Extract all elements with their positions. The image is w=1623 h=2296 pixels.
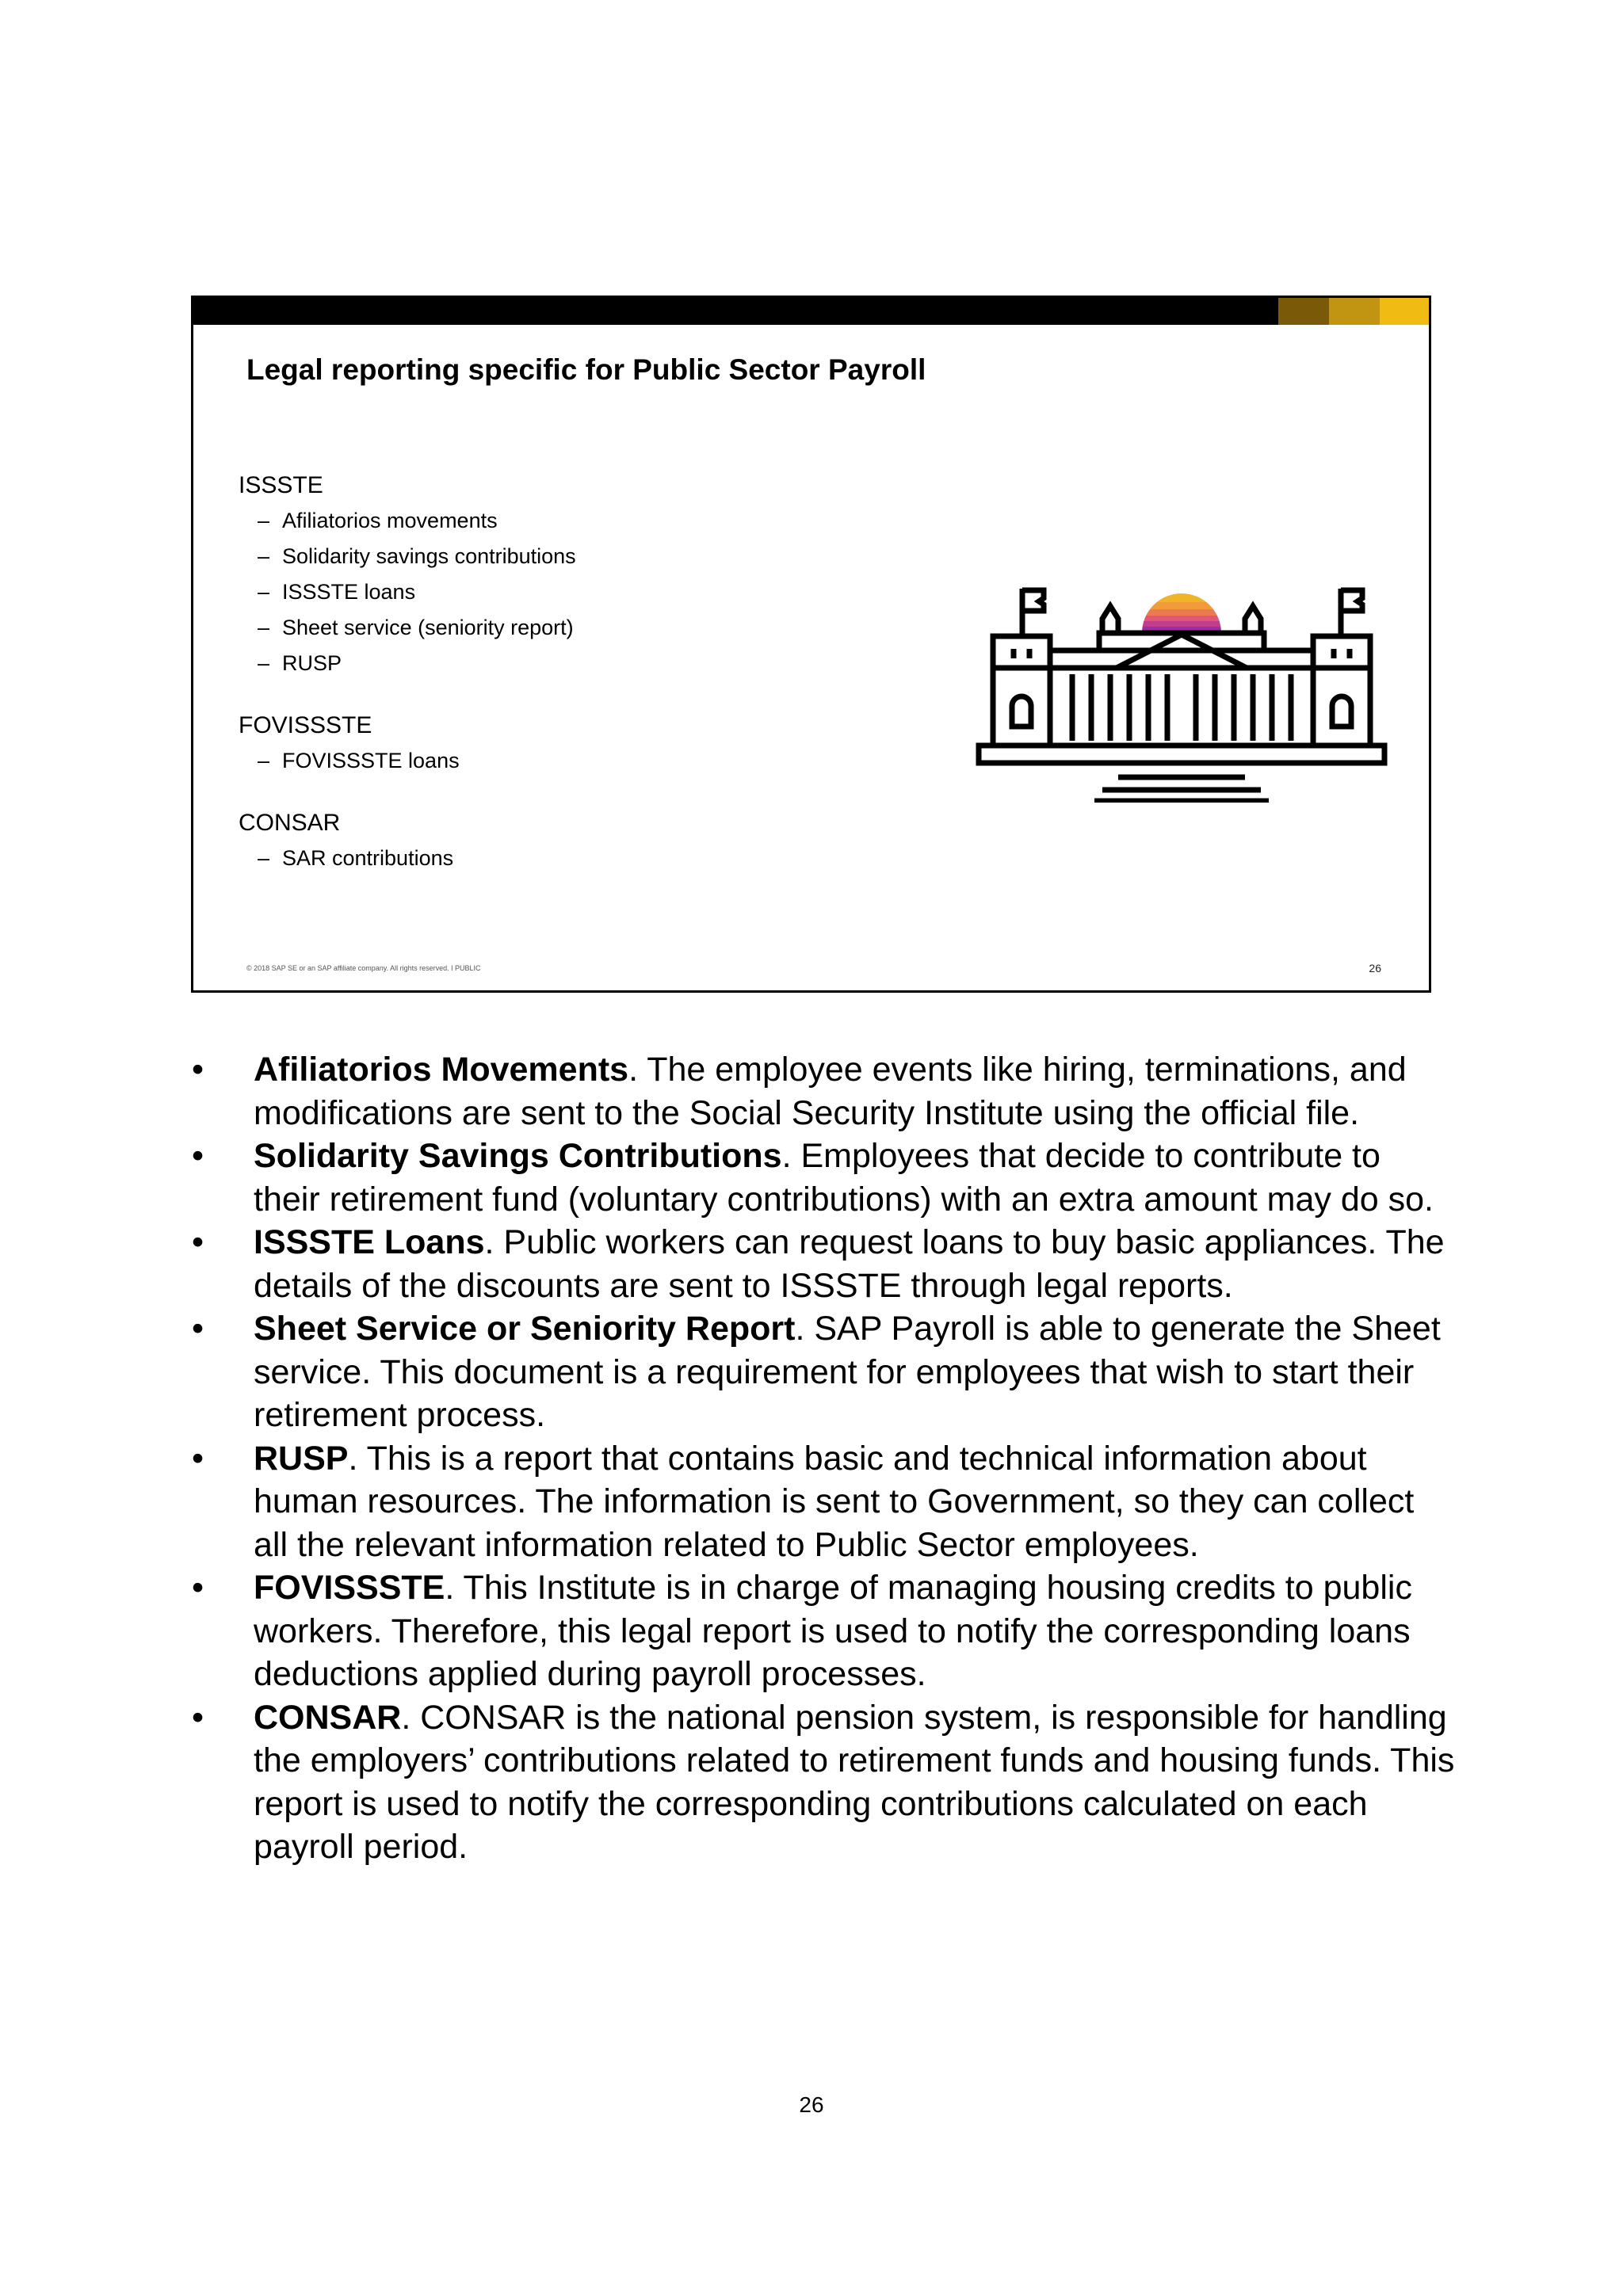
topic-sub-item-label: Sheet service (seniority report) xyxy=(282,616,574,639)
dash-marker: – xyxy=(258,651,270,675)
explanation-text: . The employee events like hiring, terminations, and modifications are sent to the Social Security Institute using the official file. xyxy=(254,1051,1407,1132)
topic-group-heading: CONSAR xyxy=(239,810,341,836)
explanation-term: Afiliatorios Movements xyxy=(254,1051,629,1089)
topic-sub-item-label: ISSSTE loans xyxy=(282,580,416,604)
topic-group xyxy=(239,806,576,876)
topic-group xyxy=(239,708,576,779)
explanation-text: . This is a report that contains basic and technical information about human resources. The information is sent to Government, so they can collect all the relevant information related to Public Sector employees. xyxy=(254,1439,1415,1564)
accent-stripe-mid xyxy=(1329,298,1380,325)
page-number: 26 xyxy=(799,2092,824,2117)
explanation-term: Solidarity Savings Contributions xyxy=(254,1137,782,1175)
explanation-text: . Employees that decide to contribute to their retirement fund (voluntary contributions) with an extra amount may do so. xyxy=(254,1137,1434,1219)
explanation-item xyxy=(187,1048,1455,1135)
explanation-term: FOVISSSTE xyxy=(254,1569,445,1607)
topic-sub-item xyxy=(239,646,576,681)
topic-sub-item xyxy=(239,610,576,646)
topic-group-heading: ISSSTE xyxy=(239,472,323,498)
bullet-marker: • xyxy=(192,1223,204,1261)
dash-marker: – xyxy=(258,580,270,604)
topic-sub-list xyxy=(239,503,576,681)
explanation-term: RUSP xyxy=(254,1439,349,1478)
topic-group-heading: FOVISSSTE xyxy=(239,712,372,738)
bullet-marker: • xyxy=(192,1137,204,1175)
explanation-item xyxy=(187,1307,1455,1437)
explanation-item xyxy=(187,1221,1455,1307)
bullet-marker: • xyxy=(192,1051,204,1089)
explanation-item xyxy=(187,1696,1455,1869)
bullet-marker: • xyxy=(192,1439,204,1478)
explanation-item xyxy=(187,1566,1455,1696)
explanation-text: . Public workers can request loans to buy basic appliances. The details of the discounts are sent to ISSSTE through legal reports. xyxy=(254,1223,1445,1305)
slide-page-number: 26 xyxy=(1369,962,1381,974)
topic-sub-item xyxy=(239,743,576,779)
dash-marker: – xyxy=(258,509,270,532)
topic-sub-item-label: SAR contributions xyxy=(282,846,454,870)
topic-sub-item xyxy=(239,539,576,574)
topic-sub-list xyxy=(239,743,576,779)
topic-sub-item-label: RUSP xyxy=(282,651,342,675)
slide-header-bar xyxy=(193,298,1429,325)
explanation-list xyxy=(187,1048,1455,1869)
explanation-term: Sheet Service or Seniority Report xyxy=(254,1310,796,1348)
bullet-marker: • xyxy=(192,1310,204,1348)
slide-title: Legal reporting specific for Public Sector Payroll xyxy=(246,353,926,386)
slide-copyright-footer: © 2018 SAP SE or an SAP affiliate company. All rights reserved. ǀ PUBLIC xyxy=(246,964,481,972)
slide-topic-list xyxy=(239,468,576,903)
explanation-text: . This Institute is in charge of managing housing credits to public workers. Therefore, this legal report is used to notify the corresponding loans deductions applied during payroll processes. xyxy=(254,1569,1412,1693)
explanation-term: CONSAR xyxy=(254,1698,402,1737)
explanation-text: . SAP Payroll is able to generate the Sheet service. This document is a requirement for employees that wish to start their retirement process. xyxy=(254,1310,1441,1434)
explanation-item xyxy=(187,1437,1455,1567)
dash-marker: – xyxy=(258,846,270,870)
explanation-text: . CONSAR is the national pension system, is responsible for handling the employers’ contributions related to retirement funds and housing funds. This report is used to notify the corresponding contributions calculated on each payroll period. xyxy=(254,1698,1455,1866)
bullet-marker: • xyxy=(192,1698,204,1737)
topic-sub-item xyxy=(239,841,576,876)
accent-stripe-dark xyxy=(1278,298,1329,325)
dash-marker: – xyxy=(258,544,270,568)
explanation-term: ISSSTE Loans xyxy=(254,1223,485,1261)
dash-marker: – xyxy=(258,749,270,772)
slide xyxy=(191,296,1431,993)
topic-sub-item-label: FOVISSSTE loans xyxy=(282,749,460,772)
accent-stripe-light xyxy=(1380,298,1429,325)
government-building-icon xyxy=(976,587,1388,803)
dash-marker: – xyxy=(258,616,270,639)
topic-sub-item xyxy=(239,574,576,610)
topic-sub-list xyxy=(239,841,576,876)
topic-sub-item-label: Afiliatorios movements xyxy=(282,509,498,532)
explanation-item xyxy=(187,1135,1455,1221)
bullet-marker: • xyxy=(192,1569,204,1607)
topic-group xyxy=(239,468,576,681)
topic-sub-item-label: Solidarity savings contributions xyxy=(282,544,576,568)
topic-sub-item xyxy=(239,503,576,539)
